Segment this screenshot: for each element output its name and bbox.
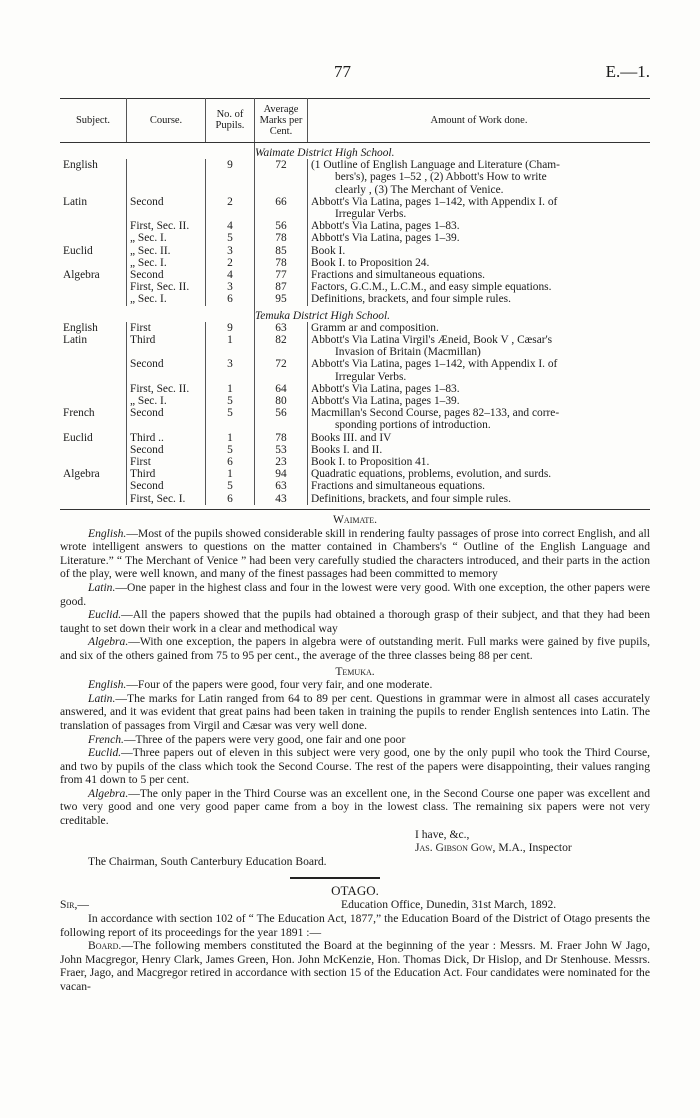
pupils-cell: 1 [206,468,255,480]
table-row [60,232,650,244]
pupils-cell: 4 [206,269,255,281]
pupils-cell: 2 [206,257,255,269]
subject-cell: Latin [63,334,88,347]
work-line: Definitions, brackets, and four simple rules. [311,293,511,306]
waimate-heading: Waimate. [332,513,378,526]
school-name: Temuka District High School. [255,306,651,322]
work-line: Abbott's Via Latina, pages 1–83. [311,382,460,395]
work-cell [308,159,651,196]
work-line: Books III. and IV [311,431,392,444]
column-header-marks: Average Marks per Cent. [255,98,308,143]
waimate-paragraph [60,608,650,635]
work-line: Fractions and simultaneous equations. [311,269,485,282]
table-end-rule [60,509,650,510]
temuka-paragraph [60,787,650,828]
signature-name: Jas. Gibson Gow [415,841,493,855]
work-cell [308,444,651,456]
salutation: Sir,— [60,898,89,912]
work-line: clearly , (3) The Merchant of Venice. [335,183,504,196]
work-line: bers's), pages 1–52 , (2) Abbott's How to write [335,171,547,184]
work-cell [308,281,651,293]
course-cell: Second [127,269,206,281]
marks-cell: 56 [255,407,308,431]
table-row [60,322,650,334]
paragraph-text: —Three papers out of eleven in this subject were very good, one by the only pupil who took the Third Course, and two by pupils of the class which took the Second Course. The rest of the papers were disappointing, their values ranging from 41 down to 5 per cent. [60,746,650,787]
waimate-paragraph [60,527,650,581]
course-cell: First, Sec. II. [127,383,206,395]
work-line: Abbott's Via Latina Virgil's Æneid, Book V , Cæsar's [311,334,553,347]
pupils-cell: 5 [206,232,255,244]
marks-cell: 85 [255,245,308,257]
otago-paragraph [60,939,650,993]
course-cell: Second [127,480,206,492]
marks-cell: 95 [255,293,308,305]
paragraph-lead: French. [88,732,124,746]
work-cell [308,196,651,220]
table-row [60,407,650,431]
course-cell: „ Sec. I. [127,293,206,305]
subject-cell: French [63,407,95,420]
column-header-subject: Subject. [60,98,127,143]
column-header-course: Course. [127,98,206,143]
pupils-cell: 3 [206,358,255,382]
temuka-paragraph [60,678,650,692]
work-cell [308,383,651,395]
work-cell [308,407,651,431]
work-line: Books I. and II. [311,443,383,456]
paragraph-lead: Euclid. [88,746,122,760]
otago-heading: OTAGO. [331,883,379,899]
temuka-paragraph [60,692,650,733]
course-cell: Third .. [127,432,206,444]
paragraph-text: In accordance with section 102 of “ The Education Act, 1877,” the Education Board of the District of Otago presents the following report of its proceedings for the year 1891 :— [60,912,650,939]
pupils-cell: 1 [206,432,255,444]
temuka-paragraph [60,733,650,747]
course-cell: Third [127,468,206,480]
table-row [60,383,650,395]
pupils-cell: 3 [206,281,255,293]
course-cell: „ Sec. I. [127,257,206,269]
pupils-cell: 5 [206,407,255,431]
work-line: Abbott's Via Latina, pages 1–142, with Appendix I. of [311,195,558,208]
pupils-cell: 2 [206,196,255,220]
subject-cell [60,358,127,382]
marks-cell: 64 [255,383,308,395]
subject-cell [60,232,127,244]
course-cell: „ Sec. I. [127,232,206,244]
table-header-row [60,98,650,143]
temuka-paragraph [60,746,650,787]
work-cell [308,293,651,305]
table-row [60,293,650,305]
marks-cell: 82 [255,334,308,358]
work-line: Abbott's Via Latina, pages 1–39. [311,395,460,408]
work-line: Gramm ar and composition. [311,321,439,334]
marks-cell: 56 [255,220,308,232]
paragraph-lead: Algebra. [88,786,129,800]
table-row [60,196,650,220]
paragraph-text: —Three of the papers were very good, one fair and one poor [123,732,406,746]
work-cell [308,334,651,358]
marks-cell: 53 [255,444,308,456]
pupils-cell: 5 [206,480,255,492]
course-cell: First, Sec. II. [127,281,206,293]
marks-cell: 78 [255,432,308,444]
pupils-cell: 9 [206,159,255,196]
pupils-cell: 6 [206,493,255,505]
report-reference: E.—1. [605,62,650,81]
column-header-work: Amount of Work done. [308,98,651,143]
page-number: 77 [334,62,351,81]
subject-cell: Algebra [63,269,100,282]
paragraph-text: —With one exception, the papers in algebra were of outstanding merit. Full marks were gained by five pupils, and six of the others gained from 75 to 95 per cent., the average of the three classes being 88 per cent. [60,635,650,662]
waimate-paragraph [60,581,650,608]
marks-cell: 78 [255,257,308,269]
marks-cell: 72 [255,358,308,382]
subject-cell: Euclid [63,244,93,257]
table-row [60,257,650,269]
subject-cell [60,281,127,293]
paragraph-lead: Board. [88,939,122,953]
work-cell [308,269,651,281]
table-row [60,245,650,257]
work-line: Abbott's Via Latina, pages 1–39. [311,232,460,245]
paragraph-text: —Most of the pupils showed considerable skill in rendering faulty passages of prose into correct English, and all wrote intelligent answers to questions on the matter contained in Chambers's “ Outline of the English Language and Literature.” “ The Merchant of Venice ” had been very carefully studied the characters introduced, and their parts in the action of the play, were well known, and many of the finest passages had been committed to memory [60,526,650,581]
marks-cell: 66 [255,196,308,220]
marks-cell: 63 [255,322,308,334]
work-cell [308,245,651,257]
paragraph-lead: Latin. [88,580,116,594]
table-row [60,444,650,456]
paragraph-lead: English. [88,678,127,692]
work-line: Fractions and simultaneous equations. [311,480,485,493]
work-line: Factors, G.C.M., L.C.M., and easy simple equations. [311,281,552,294]
subject-cell [60,493,127,505]
work-cell [308,232,651,244]
work-cell [308,220,651,232]
table-body [60,143,650,505]
pupils-cell: 4 [206,220,255,232]
table-row [60,493,650,505]
paragraph-text: —The only paper in the Third Course was an excellent one, in the Second Course one paper was excellent and two very good and one very good paper came from a boy in the lowest class. The remaining six papers were not very creditable. [60,786,650,828]
work-line: Book I. [311,244,346,257]
work-cell [308,395,651,407]
report-body [60,513,650,994]
subject-cell [60,220,127,232]
table-row [60,159,650,196]
marks-cell: 43 [255,493,308,505]
table-row [60,281,650,293]
pupils-cell: 6 [206,293,255,305]
work-cell [308,257,651,269]
subject-cell [60,444,127,456]
marks-cell: 72 [255,159,308,196]
paragraph-text: —All the papers showed that the pupils had obtained a thorough grasp of their subject, and that they had been taught to set down their work in a clear and methodical way [60,608,650,635]
pupils-cell: 5 [206,395,255,407]
work-cell [308,493,651,505]
subject-cell [60,456,127,468]
work-line: sponding portions of introduction. [335,419,491,432]
work-cell [308,456,651,468]
marks-cell: 80 [255,395,308,407]
subject-cell: Latin [63,195,88,208]
section-row [60,306,650,322]
section-row [60,143,650,160]
marks-cell: 87 [255,281,308,293]
marks-cell: 78 [255,232,308,244]
course-cell: Second [127,407,206,431]
subject-cell [60,257,127,269]
waimate-paragraph [60,635,650,662]
marks-cell: 23 [255,456,308,468]
course-cell: „ Sec. II. [127,245,206,257]
paragraph-lead: Algebra. [88,635,129,649]
temuka-heading: Temuka. [335,664,375,678]
table-row [60,220,650,232]
work-line: (1 Outline of English Language and Literature (Cham- [311,159,560,172]
temuka-paragraphs [60,678,650,828]
table-row [60,395,650,407]
course-cell: Second [127,196,206,220]
table-row [60,468,650,480]
table-row [60,358,650,382]
work-line: Irregular Verbs. [335,208,407,221]
section-spacer [60,143,255,160]
pupils-cell: 1 [206,334,255,358]
course-cell [127,159,206,196]
subject-cell: Algebra [63,468,100,481]
subject-cell [60,383,127,395]
pupils-cell: 9 [206,322,255,334]
paragraph-text: —The marks for Latin ranged from 64 to 89 per cent. Questions in grammar were in almost all cases accurately answered, and it was evident that great pains had been taken in training the pupils to render English sentences into Latin. The translation of passages from Virgil and Cæsar was very well done. [60,691,650,732]
closing-text: I have, &c., [415,827,470,841]
otago-dateline-row [60,898,650,912]
paragraph-text: —The following members constituted the Board at the beginning of the year : Messrs. M. Fraer John W Jago, John Macgregor, Henry Clark, James Green, Hon. John McKenzie, Hon. Thomas Dick, Dr Hislop, and Dr Stenhouse. Messrs. Fraer, Jago, and Macgregor retired in accordance with section 15 of the Education Act. Four candidates were nominated for the vacan- [60,939,650,993]
course-cell: Second [127,444,206,456]
work-line: Abbott's Via Latina, pages 1–142, with Appendix I. of [311,358,558,371]
subject-cell [60,480,127,492]
pupils-cell: 3 [206,245,255,257]
work-cell [308,432,651,444]
marks-cell: 63 [255,480,308,492]
work-line: Abbott's Via Latina, pages 1–83. [311,220,460,233]
section-divider [60,868,650,884]
course-cell: First, Sec. I. [127,493,206,505]
course-cell: First [127,456,206,468]
paragraph-text: —Four of the papers were good, four very fair, and one moderate. [126,678,433,692]
section-spacer [60,306,255,322]
table-row [60,334,650,358]
work-line: Definitions, brackets, and four simple rules. [311,492,511,505]
paragraph-text: —One paper in the highest class and four in the lowest were very good. With one exception, the other papers were good. [60,580,650,608]
pupils-cell: 6 [206,456,255,468]
marks-cell: 77 [255,269,308,281]
subject-cell: English [63,159,98,172]
work-line: Invasion of Britain (Macmillan) [335,346,481,359]
work-line: Book I. to Proposition 24. [311,256,430,269]
paragraph-lead: English. [88,526,127,540]
work-line: Macmillan's Second Course, pages 82–133, and corre- [311,407,560,420]
work-cell [308,322,651,334]
course-work-table [60,98,650,505]
table-row [60,269,650,281]
work-line: Irregular Verbs. [335,370,407,383]
paragraph-lead: Euclid. [88,608,122,622]
work-cell [308,358,651,382]
column-header-pupils: No. of Pupils. [206,98,255,143]
marks-cell: 94 [255,468,308,480]
school-name: Waimate District High School. [255,143,651,160]
course-cell: Third [127,334,206,358]
addressee: The Chairman, South Canterbury Education Board. [88,854,327,868]
pupils-cell: 5 [206,444,255,456]
subject-cell: English [63,321,98,334]
table-row [60,432,650,444]
pupils-cell: 1 [206,383,255,395]
signature-title: , M.A., Inspector [492,841,572,855]
work-cell [308,468,651,480]
course-cell: Second [127,358,206,382]
closing [60,828,650,842]
work-line: Book I. to Proposition 41. [311,456,430,469]
course-cell: „ Sec. I. [127,395,206,407]
subject-cell [60,395,127,407]
course-cell: First, Sec. II. [127,220,206,232]
otago-paragraphs [60,912,650,994]
course-cell: First [127,322,206,334]
paragraph-lead: Latin. [88,691,116,705]
subject-cell: Euclid [63,431,93,444]
work-cell [308,480,651,492]
subject-cell [60,293,127,305]
otago-paragraph [60,912,650,939]
signature [60,841,650,855]
work-line: Quadratic equations, problems, evolution, and surds. [311,468,552,481]
table-row [60,480,650,492]
dateline: Education Office, Dunedin, 31st March, 1892. [341,898,557,912]
table-row [60,456,650,468]
waimate-paragraphs [60,527,650,663]
